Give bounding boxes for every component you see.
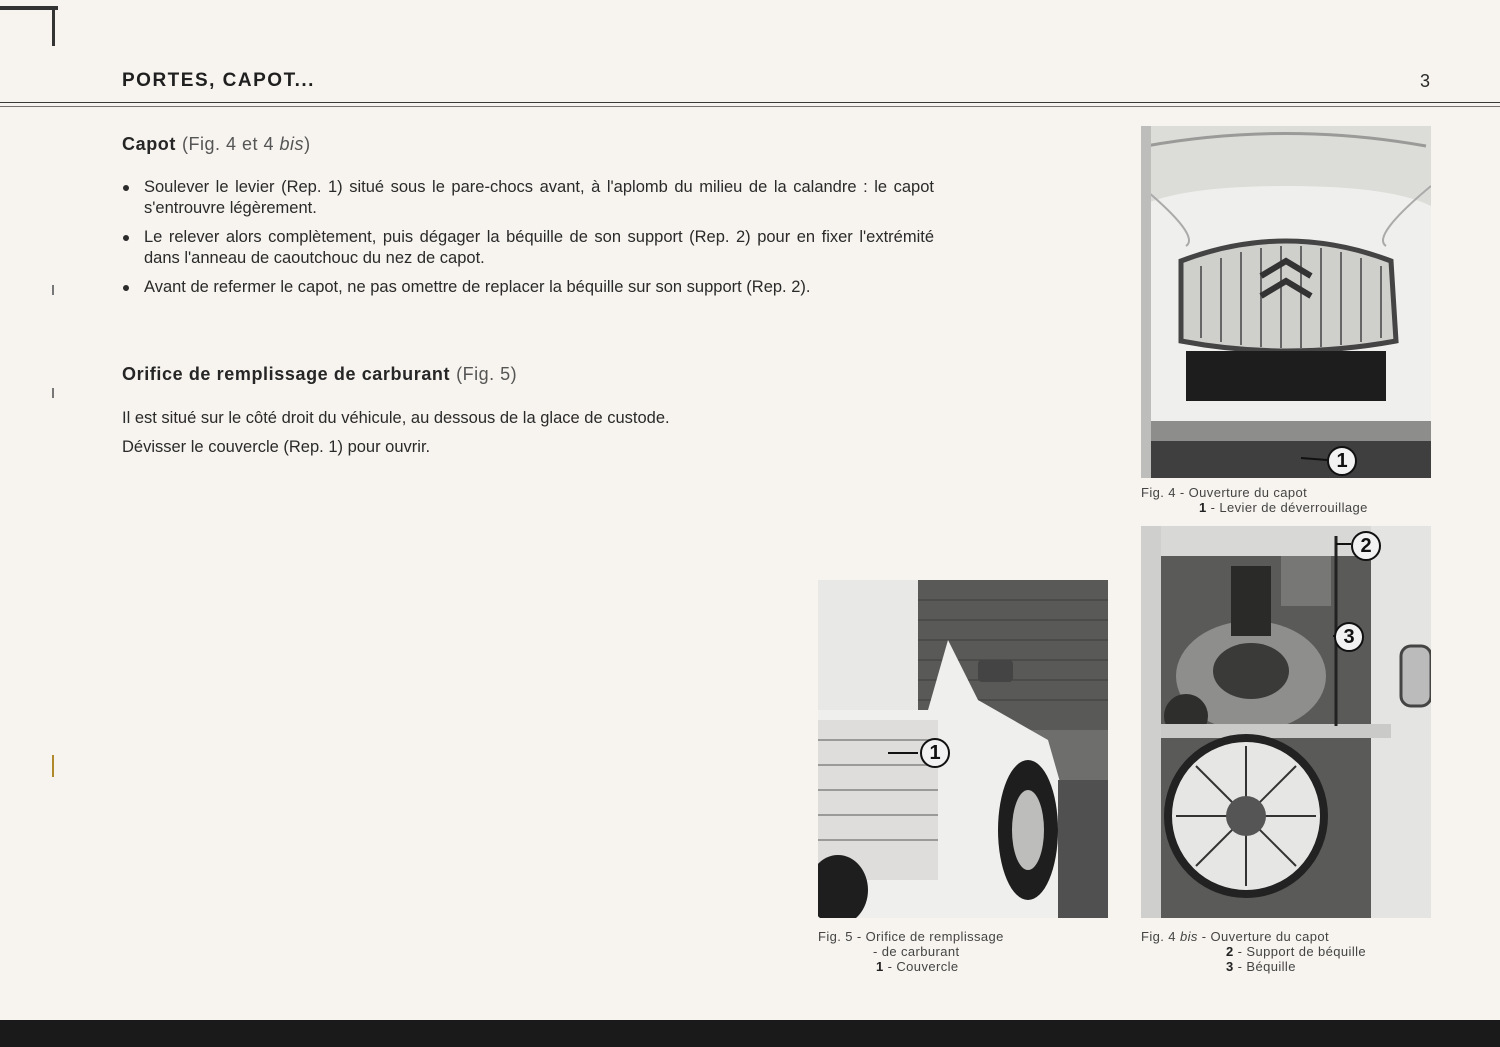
figure-reference: (Fig. 4 et 4 bis) <box>182 134 311 154</box>
car-front-illustration <box>1141 126 1431 478</box>
callout-marker: 1 <box>1327 446 1357 476</box>
margin-mark <box>52 755 54 777</box>
page-bottom-edge <box>0 1020 1500 1047</box>
page-header-title: PORTES, CAPOT... <box>122 70 315 91</box>
header-rule <box>0 102 1500 103</box>
corner-mark <box>0 6 58 10</box>
paragraph: Il est situé sur le côté droit du véhicule, au dessous de la glace de custode. <box>122 409 670 427</box>
margin-mark <box>52 388 54 398</box>
list-item: Avant de refermer le capot, ne pas omettre de replacer la béquille sur son support (Rep. 2). <box>122 277 934 298</box>
figure-5-photo <box>818 580 1108 918</box>
car-side-illustration <box>818 580 1108 918</box>
callout-marker: 2 <box>1351 531 1381 561</box>
section-title: Capot <box>122 134 176 154</box>
paragraph: Dévisser le couvercle (Rep. 1) pour ouvrir. <box>122 438 431 456</box>
figure-4bis-photo <box>1141 526 1431 918</box>
callout-marker: 1 <box>920 738 950 768</box>
callout-marker: 3 <box>1334 622 1364 652</box>
page-number: 3 <box>1420 71 1431 91</box>
margin-mark <box>52 285 54 295</box>
caption-line: 1 - Levier de déverrouillage <box>1199 500 1368 515</box>
engine-bay-illustration <box>1141 526 1431 918</box>
caption-line: Fig. 4 - Ouverture du capot <box>1141 485 1308 500</box>
figure-4-caption <box>1141 485 1431 515</box>
caption-line: Fig. 4 bis - Ouverture du capot <box>1141 929 1330 944</box>
figure-5-caption <box>818 929 1108 974</box>
header-rule <box>0 106 1500 107</box>
caption-line: 1 - Couvercle <box>876 959 959 974</box>
figure-reference: (Fig. 5) <box>456 364 518 384</box>
figure-4-photo <box>1141 126 1431 478</box>
section-heading-orifice <box>122 364 517 385</box>
section-heading-capot <box>122 134 311 155</box>
caption-line: - de carburant <box>873 944 960 959</box>
list-item: Soulever le levier (Rep. 1) situé sous le pare-chocs avant, à l'aplomb du milieu de la calandre : le capot s'entrouvre légèrement. <box>122 177 934 219</box>
caption-line: Fig. 5 - Orifice de remplissage <box>818 929 1004 944</box>
section-title: Orifice de remplissage de carburant <box>122 364 451 384</box>
figure-4bis-caption <box>1141 929 1431 974</box>
caption-line: 2 - Support de béquille <box>1226 944 1367 959</box>
corner-mark <box>52 6 55 46</box>
capot-instructions-list <box>122 177 934 306</box>
list-item: Le relever alors complètement, puis dégager la béquille de son support (Rep. 2) pour en fixer l'extrémité dans l'anneau de caoutchouc du nez de capot. <box>122 227 934 269</box>
caption-line: 3 - Béquille <box>1226 959 1296 974</box>
